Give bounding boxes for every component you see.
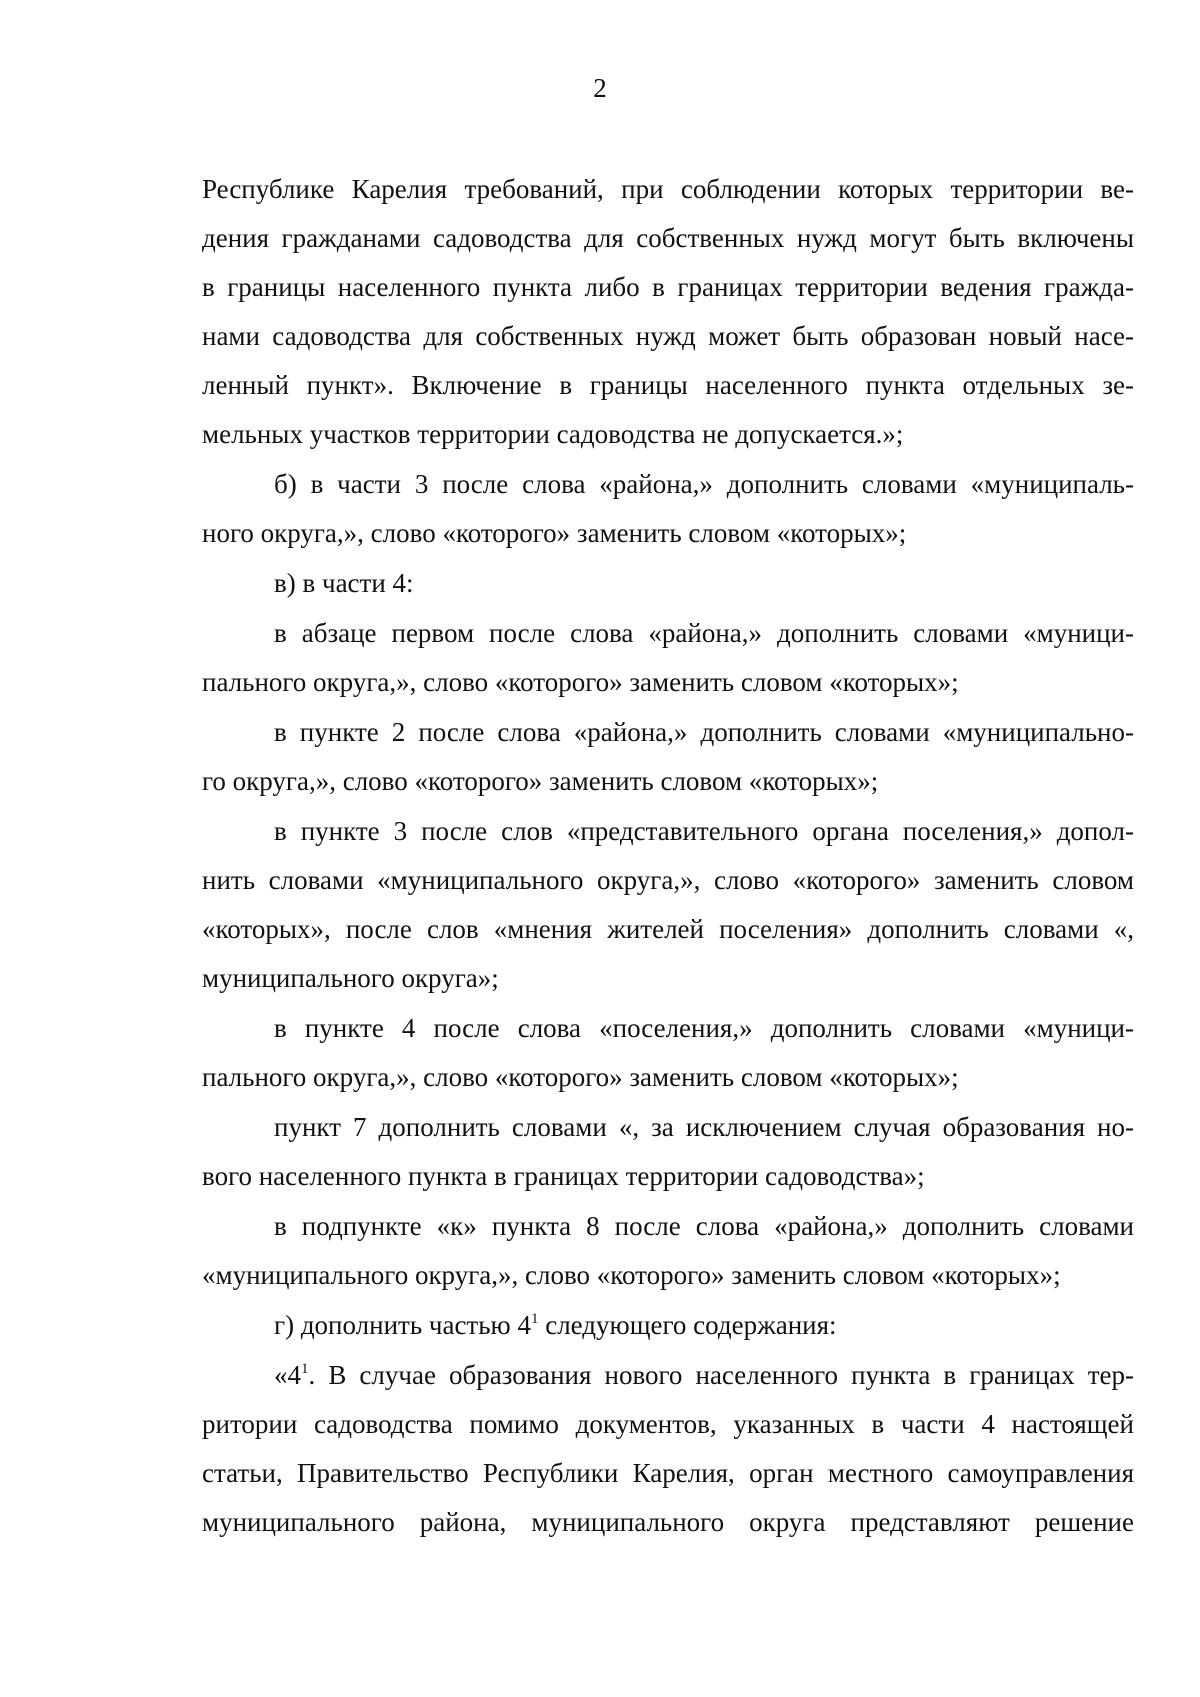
text-line: «которых», после слов «мнения жителей поселения» дополнить словами «,	[202, 914, 1134, 944]
text-line: в подпункте «к» пункта 8 после слова «района,» дополнить словами	[274, 1211, 1134, 1241]
text-line: пального округа,», слово «которого» заменить словом «которых»;	[202, 1062, 959, 1092]
text-line: «$4^1$. В случае образования нового населенного пункта в границах тер-	[274, 1360, 1134, 1390]
text-line: вого населенного пункта в границах территории садоводства»;	[202, 1161, 925, 1191]
text-line: дения гражданами садоводства для собственных нужд могут быть включены	[202, 223, 1134, 253]
text-line: статьи, Правительство Республики Карелия, орган местного самоуправления	[202, 1458, 1134, 1488]
text-line: муниципального округа»;	[202, 963, 499, 993]
text-line: в пункте 2 после слова «района,» дополнить словами «муниципально-	[274, 717, 1134, 747]
text-line: ритории садоводства помимо документов, указанных в части 4 настоящей	[202, 1409, 1134, 1439]
text-line: в пункте 3 после слов «представительного органа поселения,» допол-	[274, 816, 1134, 846]
text-line: Республике Карелия требований, при соблюдении которых территории ве-	[202, 174, 1134, 204]
text-line: в пункте 4 после слова «поселения,» дополнить словами «муници-	[274, 1013, 1134, 1043]
text-line: в границы населенного пункта либо в границах территории ведения гражда-	[202, 272, 1134, 302]
text-line: пункт 7 дополнить словами «, за исключением случая образования но-	[274, 1112, 1134, 1142]
text-line: го округа,», слово «которого» заменить словом «которых»;	[202, 766, 879, 796]
text-line: ного округа,», слово «которого» заменить словом «которых»;	[202, 518, 907, 548]
text-line: нами садоводства для собственных нужд может быть образован новый насе-	[202, 321, 1134, 351]
text-line: «муниципального округа,», слово «которого» заменить словом «которых»;	[202, 1260, 1061, 1290]
document-body	[202, 165, 1134, 1547]
page-number: 2	[593, 73, 607, 103]
text-line: в абзаце первом после слова «района,» дополнить словами «муници-	[274, 618, 1134, 648]
text-line: б) в части 3 после слова «района,» дополнить словами «муниципаль-	[274, 469, 1134, 499]
text-line: в) в части 4:	[274, 568, 414, 598]
text-line: муниципального района, муниципального округа представляют решение	[202, 1507, 1134, 1537]
superscript: 1	[301, 1361, 309, 1377]
text-line: г) дополнить частью $4^1$ следующего содержания:	[274, 1310, 837, 1340]
superscript: 1	[530, 1311, 539, 1327]
text-line: мельных участков территории садоводства не допускается.»;	[202, 419, 904, 449]
text-line: пального округа,», слово «которого» заменить словом «которых»;	[202, 667, 959, 697]
text-line: ленный пункт». Включение в границы населенного пункта отдельных зе-	[202, 370, 1134, 400]
text-line: нить словами «муниципального округа,», слово «которого» заменить словом	[202, 865, 1134, 895]
